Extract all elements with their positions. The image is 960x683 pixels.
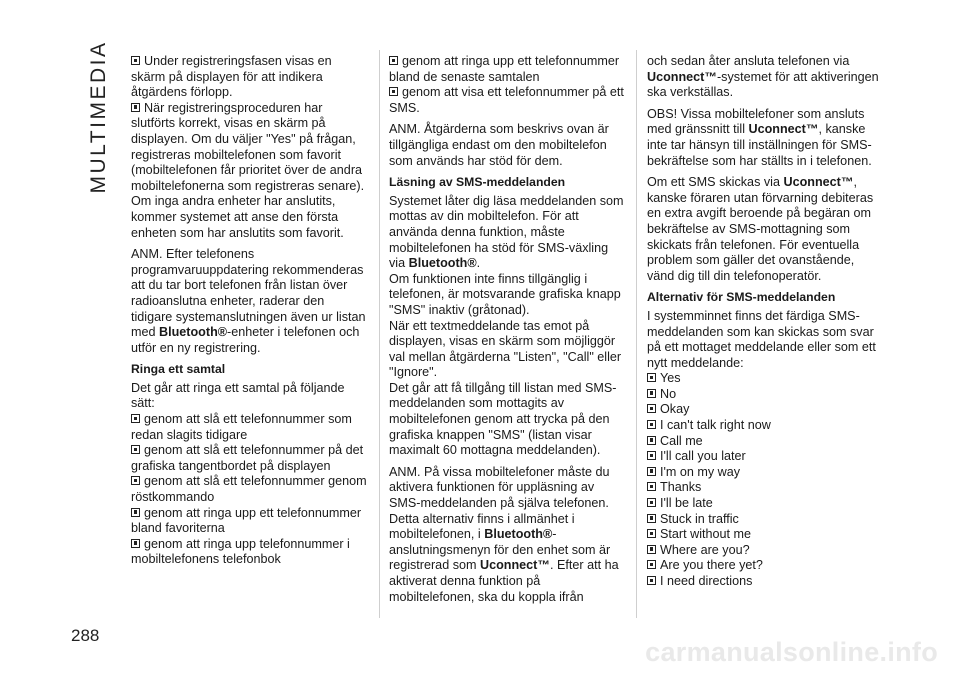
bullet-item: genom att slå ett telefonnummer på det grafiska tangentbordet på displayen <box>131 443 364 473</box>
bullet-box-icon <box>647 529 656 538</box>
bullet-box-icon <box>131 508 140 517</box>
bullet-box-icon <box>131 445 140 454</box>
bullet-box-icon <box>647 436 656 445</box>
bullet-box-icon <box>131 539 140 548</box>
note-paragraph: ANM. På vissa mobiltelefoner måste du aktivera funktionen för uppläsning av SMS-meddelanden på själva telefonen. Detta alternativ finns i allmänhet i mobiltelefonen, i Bluetooth®-anslutningsmenyn för den enhet som är registrerad som Uconnect™. Efter att ha aktiverat denna funktion på mobiltelefonen, ska du koppla ifrån <box>389 464 619 604</box>
list-item: Call me <box>647 434 883 450</box>
body-paragraph: Om funktionen inte finns tillgänglig i telefonen, är motsvarande grafiska knapp "SMS" inaktiv (gråtonad). <box>389 271 621 317</box>
watermark: carmanualsonline.info <box>645 637 938 667</box>
body-paragraph: När ett textmeddelande tas emot på displayen, visas en skärm som möjliggör val mellan åtgärderna "Listen", "Call" eller "Ignore". <box>389 318 622 380</box>
section-heading: Alternativ för SMS-meddelanden <box>647 290 836 305</box>
bullet-box-icon <box>647 373 656 382</box>
bullet-box-icon <box>389 87 398 96</box>
bullet-item: genom att slå ett telefonnummer som redan slagits tidigare <box>131 412 352 442</box>
bullet-box-icon <box>647 560 656 569</box>
bullet-box-icon <box>647 420 656 429</box>
bullet-box-icon <box>131 414 140 423</box>
bullet-box-icon <box>647 498 656 507</box>
bullet-item: genom att slå ett telefonnummer genom röstkommando <box>131 474 367 505</box>
list-item: I need directions <box>647 574 883 590</box>
list-item: I'll be late <box>647 496 883 512</box>
list-item: Are you there yet? <box>647 558 883 574</box>
column-1 <box>131 54 367 568</box>
sms-options-list <box>647 371 883 589</box>
bullet-box-icon <box>647 482 656 491</box>
bullet-item: När registreringsproceduren har slutförts korrekt, visas en skärm på displayen. Om du väljer "Yes" på frågan, registreras mobiltelefonen som favorit (mobiltelefonen får prioritet över de andra mobiltelefonerna som registreras senare). Om inga andra enheter har anslutits, kommer systemet att anse den första enheten som har anslutits som favorit. <box>131 100 365 240</box>
section-heading: Ringa ett samtal <box>131 362 226 377</box>
list-item: Okay <box>647 402 883 418</box>
bullet-item: genom att ringa upp ett telefonnummer bland favoriterna <box>131 505 362 536</box>
list-item: I'll call you later <box>647 449 883 465</box>
list-item: I can't talk right now <box>647 418 883 434</box>
list-item: Thanks <box>647 480 883 496</box>
list-item: Start without me <box>647 527 883 543</box>
body-paragraph: Om ett SMS skickas via Uconnect™, kanske föraren utan förvarning debiteras en extra avgift beroende på begäran om bekräftelse av SMS-mottagning som skickats från telefonen. För eventuella problem som gäller det ovanstående, vänd dig till din telefonoperatör. <box>647 175 874 283</box>
body-paragraph: I systemminnet finns det färdiga SMS-meddelanden som kan skickas som svar på ett mottaget meddelande eller som ett nytt meddelande: <box>647 308 876 370</box>
column-divider <box>379 50 380 618</box>
bullet-box-icon <box>131 103 140 112</box>
bullet-item: genom att ringa upp ett telefonnummer bland de senaste samtalen <box>389 54 620 84</box>
bullet-box-icon <box>647 389 656 398</box>
bullet-item: genom att visa ett telefonnummer på ett SMS. <box>389 85 624 115</box>
bullet-box-icon <box>647 467 656 476</box>
column-2 <box>389 54 625 611</box>
bullet-box-icon <box>647 576 656 585</box>
note-paragraph: ANM. Efter telefonens programvaruuppdatering rekommenderas att du tar bort telefonen från listan över radioanslutna enheter, raderar den tidigare systemanslutningen även ur listan med Bluetooth®-enheter i telefonen och utför en ny registrering. <box>131 247 366 355</box>
bullet-box-icon <box>647 404 656 413</box>
column-3 <box>647 54 883 590</box>
column-divider <box>636 50 637 618</box>
list-item: I'm on my way <box>647 465 883 481</box>
bullet-item: Under registreringsfasen visas en skärm på displayen för att indikera åtgärdens förlopp. <box>131 54 332 100</box>
list-item: No <box>647 387 883 403</box>
body-paragraph: Systemet låter dig läsa meddelanden som mottas av din mobiltelefon. För att använda denna funktion, måste mobiltelefonen ha stöd för SMS-växling via Bluetooth®. <box>389 193 624 271</box>
page-number: 288 <box>71 626 100 645</box>
bullet-box-icon <box>647 514 656 523</box>
body-paragraph: och sedan åter ansluta telefonen via Uconnect™-systemet för att aktiveringen ska verkställas. <box>647 54 879 100</box>
body-paragraph: OBS! Vissa mobiltelefoner som ansluts med gränssnitt till Uconnect™, kanske inte tar hänsyn till inställningen för SMS-bekräftelse som har ställts in i telefonen. <box>647 106 872 168</box>
list-item: Where are you? <box>647 543 883 559</box>
bullet-box-icon <box>131 476 140 485</box>
section-heading: Läsning av SMS-meddelanden <box>389 175 566 190</box>
section-tab <box>84 42 114 192</box>
section-label: MULTIMEDIA <box>87 40 111 194</box>
bullet-box-icon <box>647 451 656 460</box>
list-item: Stuck in traffic <box>647 512 883 528</box>
bullet-box-icon <box>647 545 656 554</box>
note-paragraph: ANM. Åtgärderna som beskrivs ovan är tillgängliga endast om den mobiltelefon som används har stöd för dem. <box>389 122 609 168</box>
list-item: Yes <box>647 371 883 387</box>
bullet-box-icon <box>131 56 140 65</box>
bullet-item: genom att ringa upp telefonnummer i mobiltelefonens telefonbok <box>131 536 350 567</box>
intro-paragraph: Det går att ringa ett samtal på följande sätt: <box>131 380 345 411</box>
body-paragraph: Det går att få tillgång till listan med SMS-meddelanden som mottagits av mobiltelefonen genom att trycka på den grafiska knappen "SMS" (listan visar maximalt 60 mottagna meddelanden). <box>389 380 617 458</box>
bullet-box-icon <box>389 56 398 65</box>
